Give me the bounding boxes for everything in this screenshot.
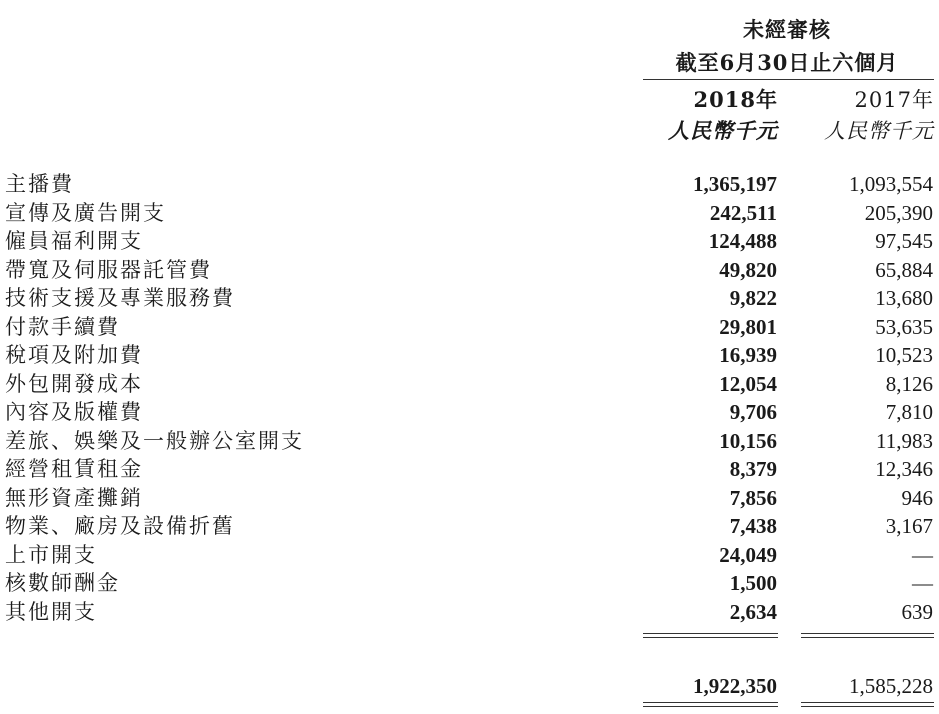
row-value-2018: 24,049 <box>719 542 777 567</box>
row-label: 內容及版權費 <box>5 400 143 424</box>
row-value-2018: 7,856 <box>729 485 777 510</box>
table-row <box>0 312 939 342</box>
table-row <box>0 340 939 370</box>
row-value-2017: 7,810 <box>885 400 933 424</box>
table-row <box>0 255 939 285</box>
col1-year: 2018年 <box>693 87 778 112</box>
row-label: 宣傳及廣告開支 <box>5 200 166 225</box>
row-value-2017: 10,523 <box>875 343 933 367</box>
row-value-2017: 13,680 <box>875 286 933 310</box>
row-label: 上市開支 <box>5 542 97 567</box>
row-value-2018: 49,820 <box>719 257 777 282</box>
table-row <box>0 198 939 228</box>
row-value-2017: 12,346 <box>875 457 933 481</box>
header-rule <box>643 79 934 80</box>
row-label: 核數師酬金 <box>5 571 120 595</box>
table-row <box>0 369 939 399</box>
total-rule-1b <box>643 706 778 707</box>
row-value-2018: 2,634 <box>729 599 777 624</box>
table-row <box>0 511 939 541</box>
row-label: 主播費 <box>5 172 74 196</box>
header-period: 截至6月30日止六個月 <box>675 50 899 75</box>
row-value-2017: 639 <box>901 599 933 624</box>
row-value-2018: 7,438 <box>729 514 777 538</box>
row-value-2017: 97,545 <box>875 229 933 253</box>
row-value-2018: 8,379 <box>729 457 777 481</box>
row-value-2018: 9,822 <box>729 286 777 310</box>
row-value-2017: — <box>912 571 933 595</box>
row-value-2018: 29,801 <box>719 314 777 339</box>
col1-unit: 人民幣千元 <box>668 118 778 143</box>
header-title: 未經審核 <box>743 17 831 42</box>
table-row <box>0 283 939 313</box>
row-value-2018: 124,488 <box>708 229 777 253</box>
table-row <box>0 597 939 627</box>
row-value-2017: 65,884 <box>875 257 933 282</box>
row-label: 稅項及附加費 <box>5 343 143 367</box>
table-row <box>0 426 939 456</box>
subtotal-rule-2a <box>801 633 934 634</box>
total-row <box>0 671 939 701</box>
table-row <box>0 454 939 484</box>
row-value-2018: 12,054 <box>719 371 777 396</box>
total-2017: 1,585,228 <box>849 674 933 698</box>
table-row <box>0 568 939 598</box>
total-rule-2a <box>801 702 934 703</box>
table-row <box>0 483 939 513</box>
row-value-2017: 11,983 <box>876 428 933 453</box>
row-value-2018: 16,939 <box>719 343 777 367</box>
row-value-2017: 3,167 <box>885 514 933 538</box>
row-value-2018: 9,706 <box>729 400 777 424</box>
row-value-2018: 242,511 <box>709 200 777 225</box>
row-value-2017: 1,093,554 <box>849 172 933 196</box>
row-value-2017: 205,390 <box>864 200 933 225</box>
row-label: 技術支援及專業服務費 <box>5 286 235 310</box>
row-label: 外包開發成本 <box>5 371 143 396</box>
table-row <box>0 226 939 256</box>
row-label: 帶寬及伺服器託管費 <box>5 257 212 282</box>
col2-unit: 人民幣千元 <box>824 119 934 143</box>
row-value-2017: — <box>912 542 933 567</box>
col2-year: 2017年 <box>854 88 934 112</box>
row-value-2017: 53,635 <box>875 314 933 339</box>
table-row <box>0 397 939 427</box>
subtotal-rule-2b <box>801 637 934 638</box>
row-label: 經營租賃租金 <box>5 457 143 481</box>
row-value-2017: 946 <box>901 485 933 510</box>
row-value-2018: 10,156 <box>719 428 777 453</box>
total-2018: 1,922,350 <box>693 674 777 698</box>
row-label: 無形資產攤銷 <box>5 485 143 510</box>
row-value-2017: 8,126 <box>885 371 933 396</box>
row-label: 付款手續費 <box>5 314 120 339</box>
subtotal-rule-1b <box>643 637 778 638</box>
row-label: 物業、廠房及設備折舊 <box>5 514 235 538</box>
table-row <box>0 540 939 570</box>
subtotal-rule-1a <box>643 633 778 634</box>
table-row <box>0 169 939 199</box>
row-label: 僱員福利開支 <box>5 229 143 253</box>
row-label: 其他開支 <box>5 599 97 624</box>
total-rule-1a <box>643 702 778 703</box>
total-rule-2b <box>801 706 934 707</box>
row-value-2018: 1,365,197 <box>693 172 777 196</box>
row-value-2018: 1,500 <box>729 571 777 595</box>
row-label: 差旅、娛樂及一般辦公室開支 <box>5 428 304 453</box>
